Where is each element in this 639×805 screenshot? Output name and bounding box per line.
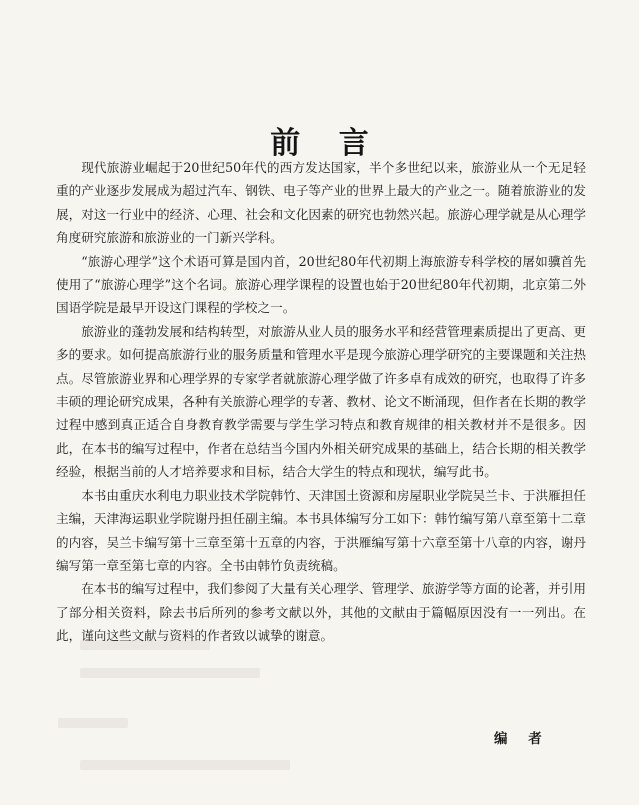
paragraph: 在本书的编写过程中，我们参阅了大量有关心理学、管理学、旅游学等方面的论著，并引用了部分相关资料，除去书后所列的参考文献以外，其他的文献由于篇幅原因没有一一列出。在此，谨向这些文献与资料的作者致以诚挚的谢意。 [56,581,586,644]
paragraph: 本书由重庆水利电力职业技术学院韩竹、天津国土资源和房屋职业学院吴兰卡、于洪雁担任主编，天津海运职业学院谢丹担任副主编。本书具体编写分工如下：韩竹编写第八章至第十二章的内容，吴兰卡编写第十三章至第十五章的内容，于洪雁编写第十六章至第十八章的内容，谢丹编写第一章至第七章的内容。全书由韩竹负责统稿。 [56,487,586,573]
author-signature: 编 者 [494,731,550,747]
paragraph: “旅游心理学”这个术语可算是国内首，20世纪80年代初期上海旅游专科学校的屠如骥首先使用了“旅游心理学”这个名词。旅游心理学课程的设置也始于20世纪80年代初期，北京第二外国语学院是最早开设这门课程的学校之一。 [56,253,586,316]
paragraph: 旅游业的蓬勃发展和结构转型，对旅游从业人员的服务水平和经营管理素质提出了更高、更多的要求。如何提高旅游行业的服务质量和管理水平是现今旅游心理学研究的主要课题和关注热点。尽管旅游业界和心理学界的专家学者就旅游心理学做了许多卓有成效的研究，也取得了许多丰硕的理论研究成果，各种有关旅游心理学的专著、教材、论文不断涌现，但作者在长期的教学过程中感到真正适合自身教育教学需要与学生学习特点和教育规律的相关教材并不是很多。因此，在本书的编写过程中，作者在总结当今国内外相关研究成果的基础上，结合长期的相关教学经验，根据当前的人才培养要求和目标，结合大学生的特点和现状，编写此书。 [56,323,586,480]
preface-body [56,156,586,648]
bleed-through-mark [80,760,290,770]
page-title: 前 言 [270,126,383,162]
bleed-through-mark [58,718,128,728]
paragraph: 现代旅游业崛起于20世纪50年代的西方发达国家，半个多世纪以来，旅游业从一个无足轻重的产业逐步发展成为超过汽车、钢铁、电子等产业的世界上最大的产业之一。随着旅游业的发展，对这一行业中的经济、心理、社会和文化因素的研究也勃然兴起。旅游心理学就是从心理学角度研究旅游和旅游业的一门新兴学科。 [56,160,586,246]
bleed-through-mark [80,668,260,678]
